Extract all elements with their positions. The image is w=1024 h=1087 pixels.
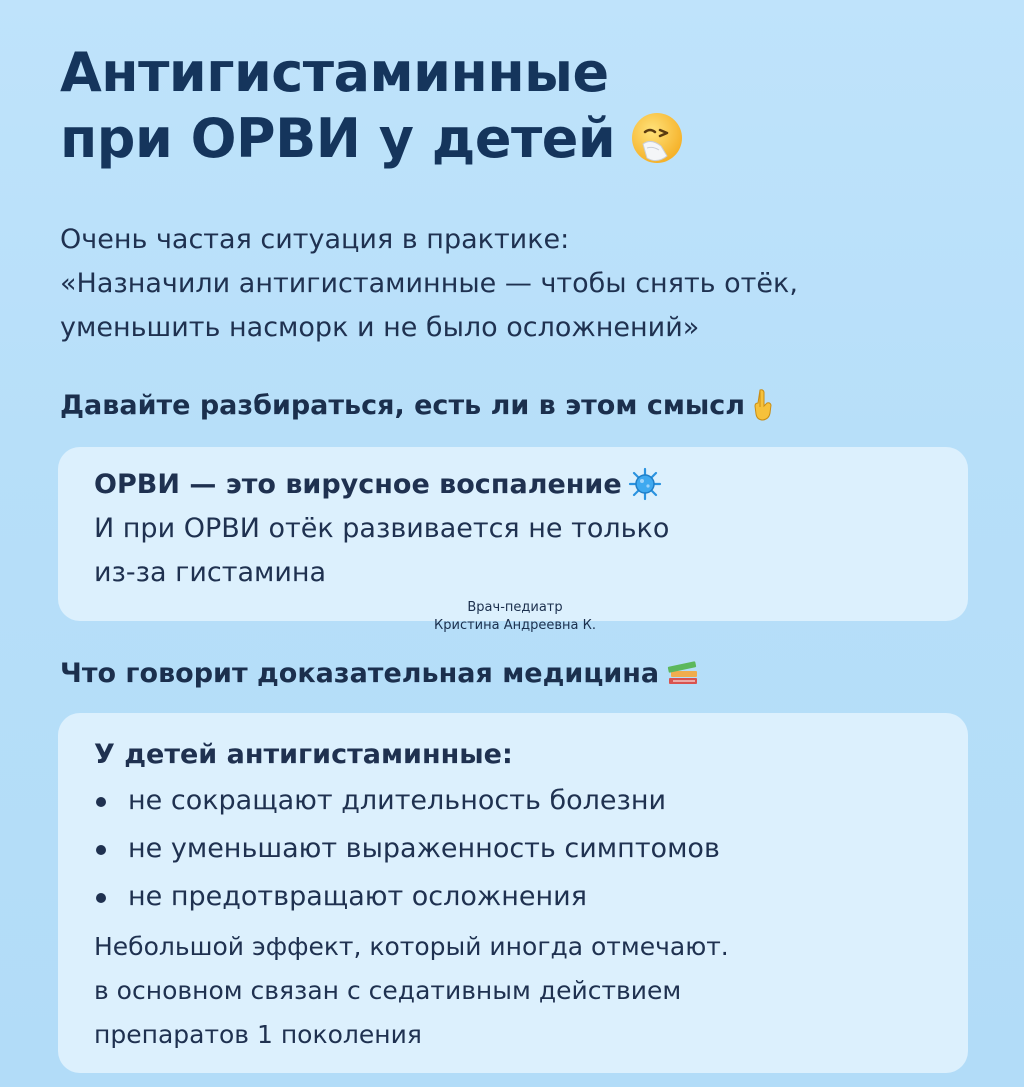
list-item-text: не предотвращают осложнения [128, 881, 587, 912]
intro-line-3: уменьшить насморк и не было осложнений» [60, 312, 700, 343]
card-orvi-line-2: И при ОРВИ отёк развивается не только [94, 513, 670, 544]
card-orvi-heading-text: ОРВИ — это вирусное воспаление [94, 469, 622, 500]
note-line-1: Небольшой эффект, который иногда отмечают. [94, 932, 729, 961]
sneezing-face-icon [629, 110, 685, 166]
page-title [60, 40, 685, 172]
list-item [94, 777, 932, 825]
virus-icon [628, 467, 662, 501]
watermark-line-2: Кристина Андреевна К. [434, 618, 596, 633]
note-line-3: препаратов 1 поколения [94, 1020, 422, 1049]
author-watermark [395, 599, 635, 635]
card-evidence [58, 713, 968, 1073]
evidence-list [94, 777, 932, 921]
section-heading-1-text: Давайте разбираться, есть ли в этом смысл [60, 390, 746, 421]
section-heading-2 [60, 656, 701, 692]
title-line-2-text: при ОРВИ у детей [60, 107, 616, 170]
card-evidence-heading: У детей антигистаминные: [94, 739, 513, 770]
section-heading-2-text: Что говорит доказательная медицина [60, 658, 660, 689]
watermark-line-1: Врач-педиатр [467, 600, 563, 615]
evidence-note [94, 925, 932, 1057]
title-line-1: Антигистаминные [60, 41, 609, 104]
list-item [94, 873, 932, 921]
intro-line-2: «Назначили антигистаминные — чтобы снять отёк, [60, 268, 798, 299]
intro-text [60, 218, 798, 350]
pointing-down-hand-icon [751, 388, 777, 422]
list-item-text: не уменьшают выраженность симптомов [128, 833, 720, 864]
intro-line-1: Очень частая ситуация в практике: [60, 224, 570, 255]
note-line-2: в основном связан с седативным действием [94, 976, 682, 1005]
card-orvi-heading [94, 463, 932, 507]
bullet-dot-icon [96, 845, 106, 855]
bullet-dot-icon [96, 797, 106, 807]
list-item-text: не сокращают длительность болезни [128, 785, 667, 816]
books-icon [665, 658, 701, 688]
title-line-2 [60, 106, 685, 172]
bullet-dot-icon [96, 893, 106, 903]
card-orvi-line-3: из-за гистамина [94, 557, 327, 588]
section-heading-1 [60, 388, 777, 424]
list-item [94, 825, 932, 873]
card-orvi [58, 447, 968, 621]
